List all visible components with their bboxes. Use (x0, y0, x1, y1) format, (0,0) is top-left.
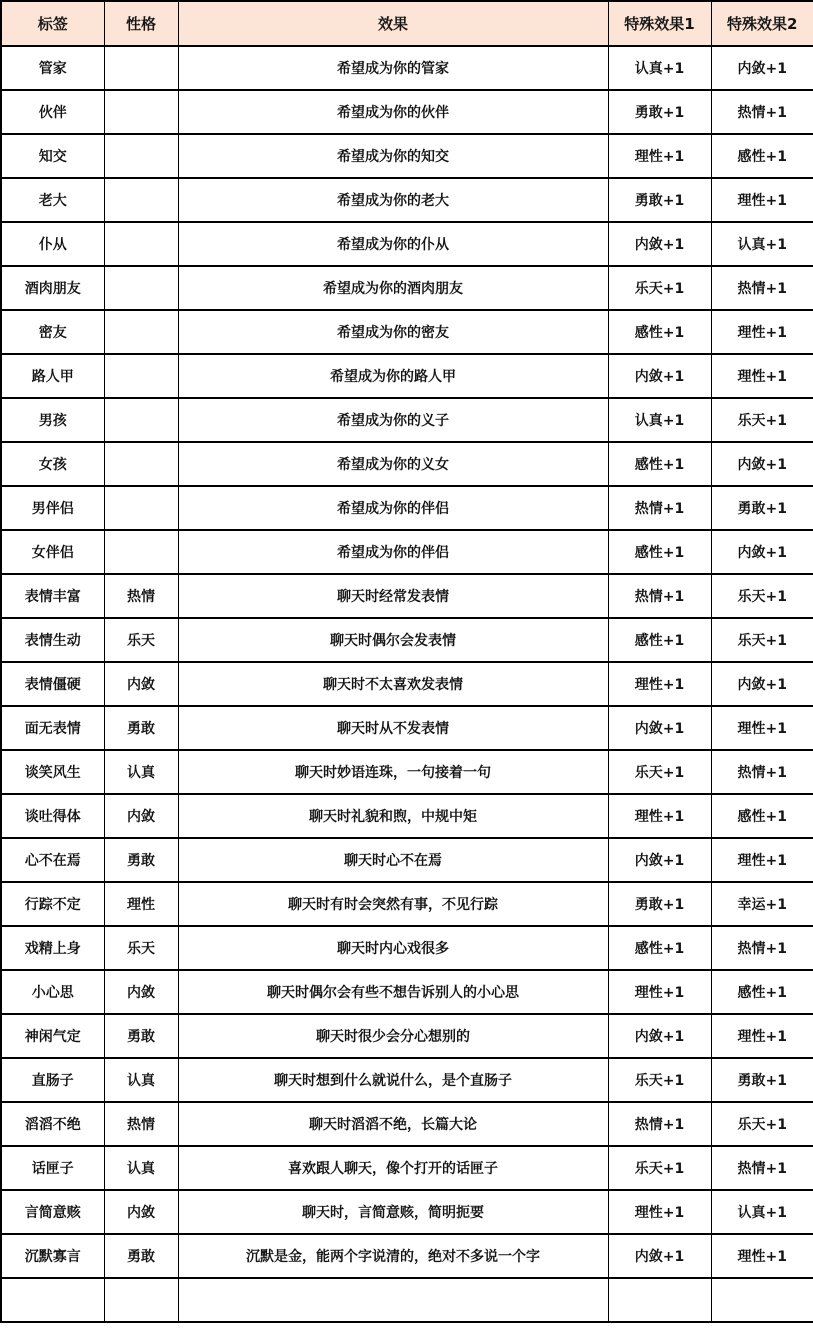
tag-cell: 表情丰富 (1, 574, 104, 618)
special-effect-1-cell: 感性+1 (608, 618, 711, 662)
personality-cell: 理性 (104, 882, 178, 926)
special-effect-1-cell (608, 1278, 711, 1322)
table-row (1, 882, 813, 926)
effect-cell: 希望成为你的密友 (178, 310, 608, 354)
column-header-special-effect-2: 特殊效果2 (711, 1, 813, 46)
tag-cell: 女孩 (1, 442, 104, 486)
effect-cell: 希望成为你的义子 (178, 398, 608, 442)
special-effect-2-cell: 乐天+1 (711, 398, 813, 442)
special-effect-1-cell: 乐天+1 (608, 750, 711, 794)
special-effect-1-cell: 热情+1 (608, 1102, 711, 1146)
special-effect-1-cell: 热情+1 (608, 574, 711, 618)
effect-cell: 聊天时偶尔会有些不想告诉别人的小心思 (178, 970, 608, 1014)
effect-cell: 聊天时不太喜欢发表情 (178, 662, 608, 706)
column-header-special-effect-1: 特殊效果1 (608, 1, 711, 46)
special-effect-2-cell: 认真+1 (711, 1190, 813, 1234)
effect-cell: 希望成为你的老大 (178, 178, 608, 222)
table-row (1, 706, 813, 750)
table-row (1, 178, 813, 222)
special-effect-1-cell: 内敛+1 (608, 1234, 711, 1278)
table-row (1, 618, 813, 662)
special-effect-2-cell: 理性+1 (711, 1234, 813, 1278)
special-effect-1-cell: 乐天+1 (608, 1146, 711, 1190)
personality-cell (104, 530, 178, 574)
special-effect-1-cell: 勇敢+1 (608, 882, 711, 926)
table-row (1, 266, 813, 310)
special-effect-2-cell: 乐天+1 (711, 574, 813, 618)
table-body (1, 46, 813, 1278)
personality-cell: 勇敢 (104, 838, 178, 882)
personality-cell (104, 46, 178, 90)
special-effect-1-cell: 乐天+1 (608, 1058, 711, 1102)
tag-cell: 路人甲 (1, 354, 104, 398)
tag-cell: 女伴侣 (1, 530, 104, 574)
table-row (1, 1102, 813, 1146)
header-row (1, 1, 813, 46)
special-effect-2-cell: 幸运+1 (711, 882, 813, 926)
table-row (1, 46, 813, 90)
table-row (1, 1146, 813, 1190)
tag-cell: 管家 (1, 46, 104, 90)
effect-cell: 聊天时内心戏很多 (178, 926, 608, 970)
effect-cell: 希望成为你的知交 (178, 134, 608, 178)
tag-cell: 老大 (1, 178, 104, 222)
personality-cell: 内敛 (104, 662, 178, 706)
special-effect-2-cell: 内敛+1 (711, 442, 813, 486)
table-row (1, 794, 813, 838)
special-effect-2-cell: 热情+1 (711, 266, 813, 310)
tag-cell: 男伴侣 (1, 486, 104, 530)
personality-cell: 乐天 (104, 926, 178, 970)
personality-cell: 认真 (104, 750, 178, 794)
personality-cell (104, 266, 178, 310)
table-row (1, 222, 813, 266)
special-effect-2-cell: 理性+1 (711, 706, 813, 750)
table-row (1, 310, 813, 354)
effect-cell (178, 1278, 608, 1322)
special-effect-1-cell: 热情+1 (608, 486, 711, 530)
personality-cell (104, 90, 178, 134)
effect-cell: 聊天时偶尔会发表情 (178, 618, 608, 662)
special-effect-1-cell: 内敛+1 (608, 1014, 711, 1058)
effect-cell: 聊天时妙语连珠，一句接着一句 (178, 750, 608, 794)
tag-cell: 男孩 (1, 398, 104, 442)
special-effect-1-cell: 感性+1 (608, 926, 711, 970)
special-effect-1-cell: 乐天+1 (608, 266, 711, 310)
personality-cell (104, 310, 178, 354)
personality-cell (104, 354, 178, 398)
special-effect-1-cell: 理性+1 (608, 794, 711, 838)
tag-cell: 戏精上身 (1, 926, 104, 970)
special-effect-2-cell: 热情+1 (711, 90, 813, 134)
table-row (1, 134, 813, 178)
tag-cell: 心不在焉 (1, 838, 104, 882)
table-row (1, 970, 813, 1014)
special-effect-1-cell: 内敛+1 (608, 838, 711, 882)
effect-cell: 沉默是金，能两个字说清的，绝对不多说一个字 (178, 1234, 608, 1278)
tag-cell: 表情生动 (1, 618, 104, 662)
personality-cell: 勇敢 (104, 706, 178, 750)
effect-cell: 聊天时滔滔不绝，长篇大论 (178, 1102, 608, 1146)
special-effect-2-cell: 感性+1 (711, 970, 813, 1014)
special-effect-2-cell: 理性+1 (711, 354, 813, 398)
special-effect-2-cell: 理性+1 (711, 838, 813, 882)
special-effect-1-cell: 认真+1 (608, 398, 711, 442)
special-effect-1-cell: 内敛+1 (608, 706, 711, 750)
table-row (1, 1058, 813, 1102)
tag-cell: 滔滔不绝 (1, 1102, 104, 1146)
effect-cell: 希望成为你的仆从 (178, 222, 608, 266)
special-effect-1-cell: 勇敢+1 (608, 178, 711, 222)
special-effect-2-cell: 乐天+1 (711, 618, 813, 662)
special-effect-2-cell: 热情+1 (711, 750, 813, 794)
effect-cell: 希望成为你的伙伴 (178, 90, 608, 134)
effect-cell: 希望成为你的酒肉朋友 (178, 266, 608, 310)
special-effect-1-cell: 感性+1 (608, 442, 711, 486)
table-row (1, 442, 813, 486)
personality-cell: 认真 (104, 1146, 178, 1190)
tag-cell: 伙伴 (1, 90, 104, 134)
column-header-personality: 性格 (104, 1, 178, 46)
personality-cell: 乐天 (104, 618, 178, 662)
special-effect-2-cell: 感性+1 (711, 794, 813, 838)
special-effect-2-cell: 认真+1 (711, 222, 813, 266)
tag-cell: 知交 (1, 134, 104, 178)
effect-cell: 聊天时，言简意赅，简明扼要 (178, 1190, 608, 1234)
special-effect-1-cell: 理性+1 (608, 1190, 711, 1234)
personality-cell: 热情 (104, 574, 178, 618)
special-effect-2-cell: 乐天+1 (711, 1102, 813, 1146)
table-row (1, 926, 813, 970)
personality-cell: 内敛 (104, 970, 178, 1014)
table-row (1, 398, 813, 442)
personality-cell (104, 398, 178, 442)
personality-cell: 内敛 (104, 794, 178, 838)
personality-cell (104, 222, 178, 266)
effect-cell: 希望成为你的伴侣 (178, 486, 608, 530)
tag-cell: 小心思 (1, 970, 104, 1014)
special-effect-1-cell: 感性+1 (608, 530, 711, 574)
special-effect-1-cell: 认真+1 (608, 46, 711, 90)
tag-cell: 行踪不定 (1, 882, 104, 926)
tag-cell: 谈笑风生 (1, 750, 104, 794)
special-effect-2-cell (711, 1278, 813, 1322)
effect-cell: 希望成为你的路人甲 (178, 354, 608, 398)
special-effect-2-cell: 热情+1 (711, 926, 813, 970)
tag-cell: 沉默寡言 (1, 1234, 104, 1278)
special-effect-1-cell: 感性+1 (608, 310, 711, 354)
table-row (1, 1190, 813, 1234)
table-row (1, 1234, 813, 1278)
personality-cell: 热情 (104, 1102, 178, 1146)
effect-cell: 聊天时想到什么就说什么，是个直肠子 (178, 1058, 608, 1102)
special-effect-2-cell: 内敛+1 (711, 662, 813, 706)
tag-cell: 言简意赅 (1, 1190, 104, 1234)
tag-cell: 面无表情 (1, 706, 104, 750)
table-row (1, 354, 813, 398)
table-row (1, 662, 813, 706)
special-effect-2-cell: 理性+1 (711, 310, 813, 354)
personality-cell: 内敛 (104, 1190, 178, 1234)
effect-cell: 聊天时礼貌和煦，中规中矩 (178, 794, 608, 838)
tag-cell: 谈吐得体 (1, 794, 104, 838)
table-row (1, 530, 813, 574)
tag-cell: 酒肉朋友 (1, 266, 104, 310)
table-row (1, 90, 813, 134)
special-effect-1-cell: 内敛+1 (608, 222, 711, 266)
effect-cell: 希望成为你的伴侣 (178, 530, 608, 574)
effect-cell: 希望成为你的义女 (178, 442, 608, 486)
table-row (1, 1014, 813, 1058)
special-effect-2-cell: 热情+1 (711, 1146, 813, 1190)
tag-cell: 直肠子 (1, 1058, 104, 1102)
special-effect-2-cell: 理性+1 (711, 1014, 813, 1058)
special-effect-1-cell: 内敛+1 (608, 354, 711, 398)
special-effect-2-cell: 理性+1 (711, 178, 813, 222)
special-effect-2-cell: 内敛+1 (711, 46, 813, 90)
special-effect-2-cell: 勇敢+1 (711, 486, 813, 530)
personality-cell: 认真 (104, 1058, 178, 1102)
effect-cell: 聊天时心不在焉 (178, 838, 608, 882)
special-effect-1-cell: 勇敢+1 (608, 90, 711, 134)
personality-cell (104, 486, 178, 530)
tag-cell: 话匣子 (1, 1146, 104, 1190)
tag-cell: 神闲气定 (1, 1014, 104, 1058)
effect-cell: 聊天时很少会分心想别的 (178, 1014, 608, 1058)
table-row (1, 838, 813, 882)
personality-cell (104, 178, 178, 222)
table-row-partial-clipped (1, 1278, 813, 1322)
tag-cell: 仆从 (1, 222, 104, 266)
special-effect-1-cell: 理性+1 (608, 970, 711, 1014)
special-effect-1-cell: 理性+1 (608, 662, 711, 706)
table-row (1, 750, 813, 794)
special-effect-1-cell: 理性+1 (608, 134, 711, 178)
table-row (1, 574, 813, 618)
special-effect-2-cell: 勇敢+1 (711, 1058, 813, 1102)
effect-cell: 聊天时有时会突然有事，不见行踪 (178, 882, 608, 926)
effect-cell: 喜欢跟人聊天，像个打开的话匣子 (178, 1146, 608, 1190)
personality-cell: 勇敢 (104, 1014, 178, 1058)
personality-cell (104, 1278, 178, 1322)
special-effect-2-cell: 感性+1 (711, 134, 813, 178)
tag-cell: 密友 (1, 310, 104, 354)
tag-cell: 表情僵硬 (1, 662, 104, 706)
effect-cell: 聊天时从不发表情 (178, 706, 608, 750)
column-header-effect: 效果 (178, 1, 608, 46)
effect-cell: 希望成为你的管家 (178, 46, 608, 90)
personality-cell (104, 134, 178, 178)
table-row (1, 486, 813, 530)
personality-cell (104, 442, 178, 486)
special-effect-2-cell: 内敛+1 (711, 530, 813, 574)
column-header-tag: 标签 (1, 1, 104, 46)
tag-cell (1, 1278, 104, 1322)
effect-cell: 聊天时经常发表情 (178, 574, 608, 618)
personality-cell: 勇敢 (104, 1234, 178, 1278)
